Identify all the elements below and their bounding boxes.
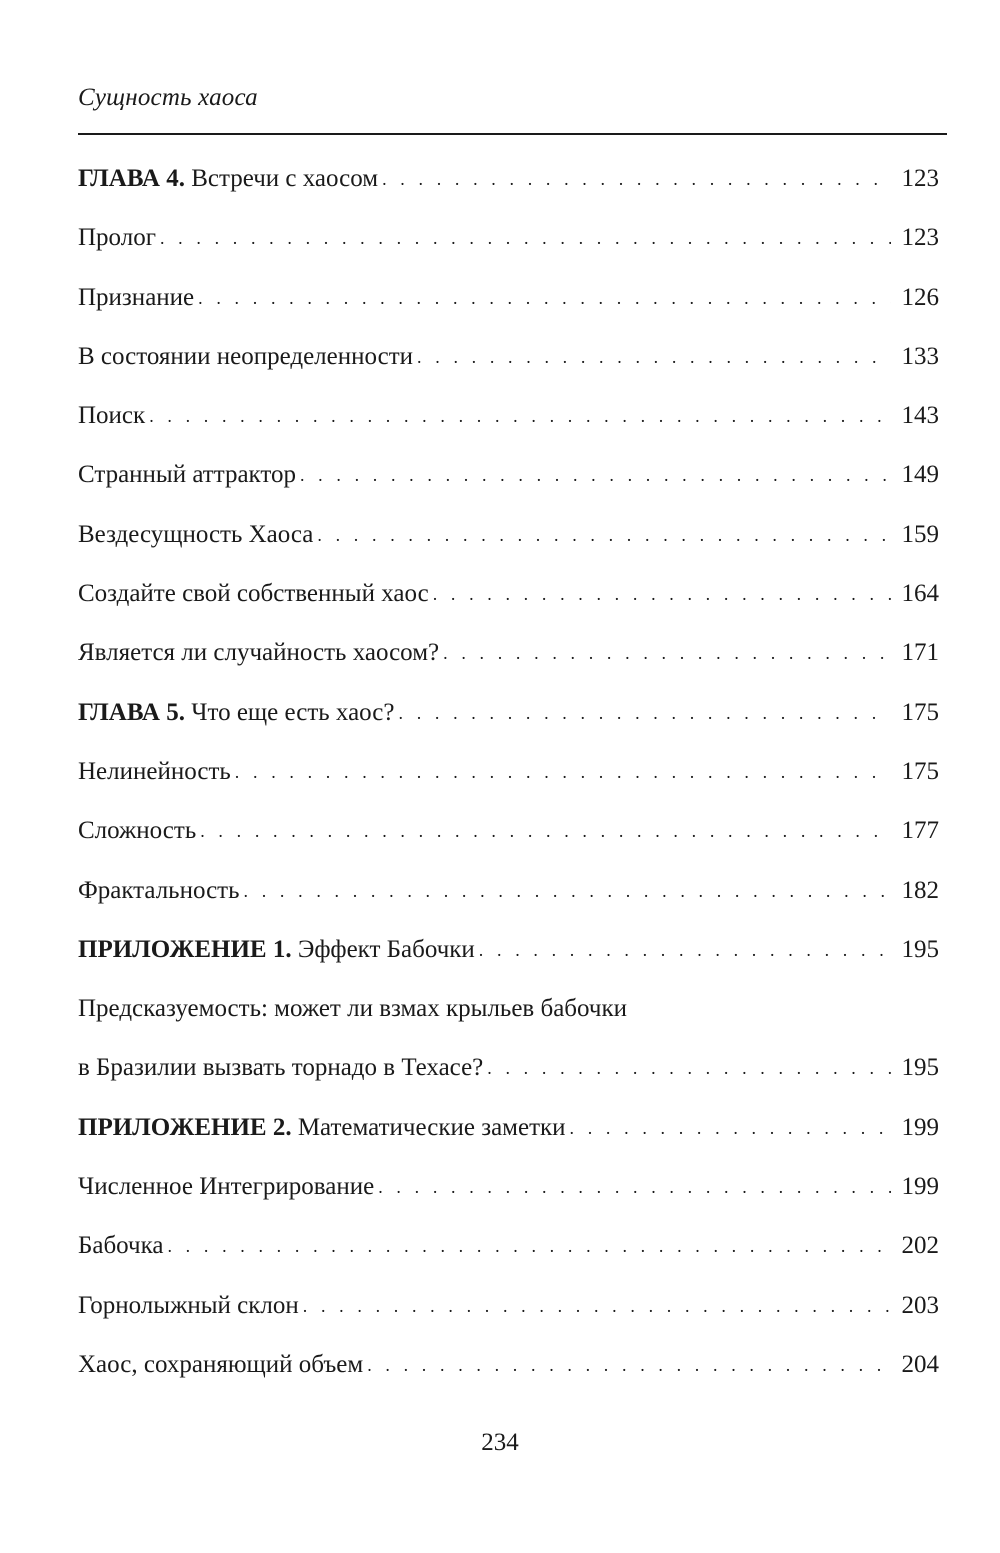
- toc-entry-title: Численное Интегрирование: [78, 1173, 375, 1201]
- toc-page-number: 133: [901, 342, 939, 370]
- dot-leader: [167, 1236, 891, 1257]
- toc-entry: [78, 817, 939, 876]
- toc-entry: [78, 402, 939, 461]
- dot-leader: [149, 406, 891, 427]
- toc-entry: [78, 1114, 939, 1173]
- toc-entry-title-group: [78, 877, 240, 905]
- toc-entry-title: в Бразилии вызвать торнадо в Техасе?: [78, 1054, 484, 1082]
- dot-leader: [317, 525, 891, 546]
- toc-entry-title: Признание: [78, 283, 195, 311]
- toc-entry-title-group: [78, 343, 413, 371]
- toc-section-label: ГЛАВА 5.: [78, 698, 185, 726]
- toc-entry-title-group: [78, 402, 145, 430]
- toc-page-number: 175: [901, 757, 939, 785]
- dot-leader: [378, 1177, 891, 1198]
- toc-entry: [78, 699, 939, 758]
- toc-entry-title-group: [78, 1114, 566, 1142]
- toc-entry-title-group: [78, 1232, 163, 1260]
- toc-entry: [78, 877, 939, 936]
- toc-entry-title-group: [78, 580, 429, 608]
- toc-entry-title-group: [78, 224, 156, 252]
- dot-leader: [570, 1118, 891, 1139]
- dot-leader: [399, 703, 892, 724]
- toc-entry-title: Странный аттрактор: [78, 461, 296, 489]
- toc-entry-title-group: [78, 521, 313, 549]
- toc-entry: [78, 1351, 939, 1410]
- toc-page-number: 164: [901, 580, 939, 608]
- toc-entry-title: Вездесущность Хаоса: [78, 520, 314, 548]
- dot-leader: [367, 1355, 891, 1376]
- toc-entry-title: Фрактальность: [78, 876, 240, 904]
- running-head: Сущность хаоса: [78, 84, 258, 111]
- dot-leader: [235, 762, 891, 783]
- dot-leader: [382, 169, 891, 190]
- toc-entry-title-group: [78, 639, 439, 667]
- toc-section-label: ПРИЛОЖЕНИЕ 1.: [78, 935, 292, 963]
- toc-entry-title-group: [78, 1173, 374, 1201]
- toc-entry-title-group: [78, 936, 475, 964]
- dot-leader: [433, 584, 891, 605]
- toc-entry-title-group: [78, 1054, 483, 1082]
- dot-leader: [300, 465, 891, 486]
- toc-entry: [78, 1173, 939, 1232]
- toc-page-number: 149: [901, 461, 939, 489]
- toc-entry-title: Встречи с хаосом: [191, 165, 379, 192]
- toc-entry-title-group: [78, 1292, 299, 1320]
- toc-section-label: ГЛАВА 4.: [78, 165, 185, 192]
- toc-entry: [78, 995, 939, 1054]
- toc-entry-title-group: [78, 758, 231, 786]
- toc-page-number: 126: [901, 283, 939, 311]
- toc-entry-title: Горнолыжный склон: [78, 1291, 299, 1319]
- toc-page-number: 182: [901, 876, 939, 904]
- toc-entry-title: Поиск: [78, 402, 146, 430]
- table-of-contents: [78, 165, 939, 1410]
- toc-entry-title: Предсказуемость: может ли взмах крыльев бабочки: [78, 995, 627, 1023]
- dot-leader: [198, 288, 891, 309]
- toc-entry-title: Создайте свой собственный хаос: [78, 580, 429, 608]
- toc-entry: [78, 1054, 939, 1113]
- toc-page-number: 195: [901, 1054, 939, 1082]
- toc-page-number: 202: [901, 1232, 939, 1260]
- toc-page-number: 199: [901, 1113, 939, 1141]
- toc-page-number: 123: [901, 224, 939, 252]
- toc-page-number: 195: [901, 935, 939, 963]
- toc-entry-title: Математические заметки: [297, 1113, 566, 1141]
- toc-entry-title-group: [78, 461, 296, 489]
- toc-entry-title: Сложность: [78, 817, 197, 845]
- dot-leader: [443, 643, 891, 664]
- toc-page-number: 171: [901, 639, 939, 667]
- toc-page-number: 143: [901, 402, 939, 430]
- dot-leader: [303, 1296, 891, 1317]
- toc-entry: [78, 580, 939, 639]
- toc-entry: [78, 758, 939, 817]
- dot-leader: [160, 228, 891, 249]
- toc-entry-title: Что еще есть хаос?: [191, 698, 395, 726]
- toc-entry-title: Бабочка: [78, 1232, 164, 1260]
- toc-entry: [78, 1232, 939, 1291]
- toc-entry-title-group: [78, 817, 196, 845]
- toc-entry: [78, 936, 939, 995]
- toc-entry-title-group: [78, 995, 627, 1023]
- toc-page-number: 203: [901, 1291, 939, 1319]
- toc-entry-title: В состоянии неопределенности: [78, 342, 414, 370]
- toc-page-number: 177: [901, 817, 939, 845]
- toc-entry: [78, 343, 939, 402]
- toc-entry-title-group: [78, 165, 378, 193]
- toc-entry: [78, 284, 939, 343]
- toc-entry-title: Эффект Бабочки: [297, 935, 475, 963]
- header-rule: [78, 133, 947, 135]
- toc-page-number: 175: [901, 698, 939, 726]
- toc-page-number: 199: [901, 1173, 939, 1201]
- dot-leader: [244, 881, 891, 902]
- toc-entry-title: Пролог: [78, 224, 156, 252]
- dot-leader: [200, 821, 891, 842]
- toc-entry-title: Является ли случайность хаосом?: [78, 639, 440, 667]
- toc-page-number: 204: [901, 1350, 939, 1378]
- toc-entry-title: Нелинейность: [78, 757, 231, 785]
- toc-entry: [78, 1292, 939, 1351]
- toc-entry: [78, 224, 939, 283]
- toc-section-label: ПРИЛОЖЕНИЕ 2.: [78, 1113, 292, 1141]
- dot-leader: [479, 940, 891, 961]
- toc-entry: [78, 165, 939, 224]
- toc-entry: [78, 461, 939, 520]
- dot-leader: [417, 347, 891, 368]
- toc-entry-title-group: [78, 284, 194, 312]
- toc-entry-title-group: [78, 1351, 363, 1379]
- toc-entry: [78, 521, 939, 580]
- toc-entry-title-group: [78, 699, 395, 727]
- toc-page-number: 123: [901, 165, 939, 192]
- page-number: 234: [481, 1429, 519, 1456]
- toc-entry: [78, 639, 939, 698]
- toc-entry-title: Хаос, сохраняющий объем: [78, 1350, 364, 1378]
- dot-leader: [487, 1058, 891, 1079]
- toc-page-number: 159: [901, 520, 939, 548]
